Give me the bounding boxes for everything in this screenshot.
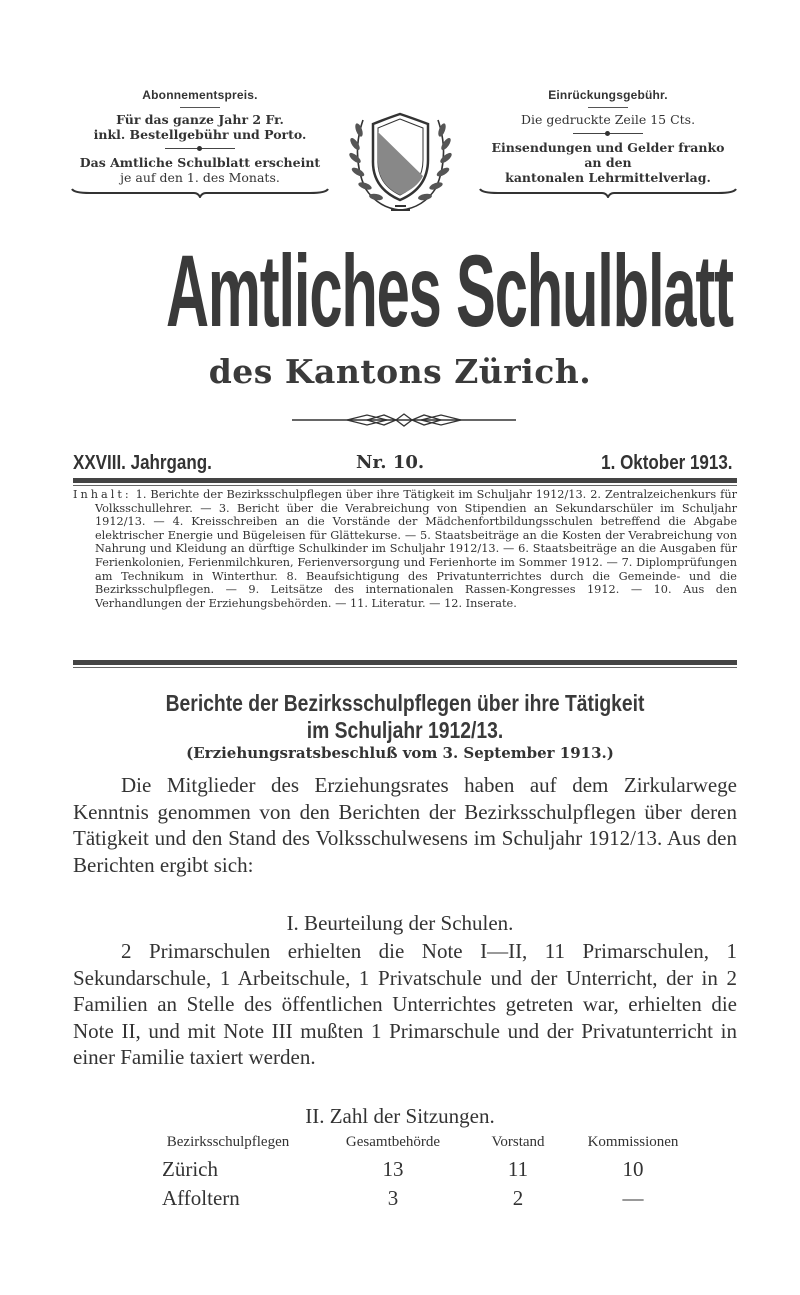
divider [180,107,220,108]
article-title-line1: Berichte der Bezirksschulpflegen über ihre Tätigkeit [165,690,645,716]
subscription-info [70,88,330,198]
cell: 3 [387,1186,399,1210]
subscription-note: inkl. Bestellgebühr und Porto. [93,127,307,142]
table-header-row [138,1134,698,1155]
column-header: Gesamtbehörde [345,1134,441,1150]
table-row [138,1184,698,1213]
dot-divider [165,145,235,152]
district-name: Affoltern [162,1186,240,1210]
advertising-title: Einrückungsgebühr. [548,88,668,102]
issue-number: Nr. 10. [356,452,425,473]
article-title-line2: im Schuljahr 1912/13. [306,717,504,743]
article-title [73,690,737,744]
cell: 10 [622,1157,644,1181]
submissions-note: Einsendungen und Gelder franko [491,140,725,155]
rule [73,667,737,668]
column-header: Kommissionen [587,1134,679,1150]
sessions-table [138,1134,698,1213]
volume: XXVIII. Jahrgang. [73,452,212,474]
section-heading: I. Beurteilung der Schulen. [286,911,514,935]
intro-paragraph: Die Mitglieder des Erziehungsrates haben auf dem Zirkularwege Kenntnis genommen von den Berichten der Bezirksschulpflegen über deren Tätigkeit und den Stand des Volksschulwesens im Schuljahr 1912/13. Aus den Berichten ergibt sich: [73,773,737,877]
publication-title: Amtliches Schulblatt [166,234,733,348]
coat-of-arms-icon [343,110,458,218]
submissions-note-3: kantonalen Lehrmittelverlag. [505,170,711,185]
contents-text: 1. Berichte der Bezirksschulpflegen über ihre Tätigkeit im Schuljahr 1912/13. 2. Zentralzeichenkurs für Volksschullehrer. — 3. Bericht über die Verabreichung von Stipendien an Sekundarschüler im Schuljahr 1912/13. — 4. Kreisschreiben an die Vorstände der Mädchenfortbildungsschulen betreffend die Abgabe elektrischer Energie und Bügeleisen für Glättekurse. — 5. Staatsbeiträge an die Kosten der Verabreichung von Nahrung und Kleidung an dürftige Schulkinder im Schuljahr 1912/13. — 6. Staatsbeiträge an die Ausgaben für Ferienkolonien, Ferienmilchkuren, Ferienversorgung und Ferienhorte im Sommer 1912. — 7. Diplomprüfungen am Technikum in Winterthur. 8. Beaufsichtigung des Privatunterrichtes durch die Gemeinde- und die Bezirksschulpflegen. — 9. Leitsätze des internationalen Rassen-Kongresses 1912. — 10. Aus den Verhandlungen der Erziehungsbehörden. — 11. Literatur. — 12. Inserate. [95,488,737,610]
section-heading: II. Zahl der Sitzungen. [305,1104,495,1128]
advertising-info [478,88,738,198]
dot-divider [573,130,643,137]
brace-ornament [70,188,330,198]
publication-schedule: Das Amtliche Schulblatt erscheint [79,155,321,170]
rule [73,478,737,483]
publication-schedule-2: je auf den 1. des Monats. [120,170,280,185]
contents-label: Inhalt: [73,488,132,501]
ornament-divider [292,412,516,428]
table-of-contents [73,488,737,610]
cell: 2 [512,1186,524,1210]
brace-ornament [478,188,738,198]
subscription-title: Abonnementspreis. [142,88,258,102]
section-paragraph: 2 Primarschulen erhielten die Note I—II, 11 Primarschulen, 1 Sekundarschule, 1 Arbeitschule, 1 Privatschule und der Unterricht, der in 2 Familien an Stelle des öffentlichen Unterrichtes getreten war, erhielten die Note II, und mit Note III mußten 1 Primarschule und der Privatunterricht in einer Familie taxiert werden. [73,939,737,1070]
resolution-note: (Erziehungsratsbeschluß vom 3. September 1913.) [186,744,614,762]
divider [588,107,628,108]
table-row [138,1155,698,1184]
column-header: Bezirksschulpflegen [166,1134,290,1150]
publication-subtitle: des Kantons Zürich. [208,352,592,391]
column-header: Vorstand [491,1134,545,1150]
rule [73,485,737,486]
submissions-note-2: an den [584,155,632,170]
cell: 13 [382,1157,404,1181]
cell: — [622,1186,644,1210]
cell: 11 [507,1157,529,1181]
rule [73,660,737,665]
subscription-price: Für das ganze Jahr 2 Fr. [116,112,284,127]
district-name: Zürich [162,1157,218,1181]
masthead [0,236,800,346]
advertising-rate: Die gedruckte Zeile 15 Cts. [520,112,696,127]
issue-date: 1. Oktober 1913. [601,452,733,474]
